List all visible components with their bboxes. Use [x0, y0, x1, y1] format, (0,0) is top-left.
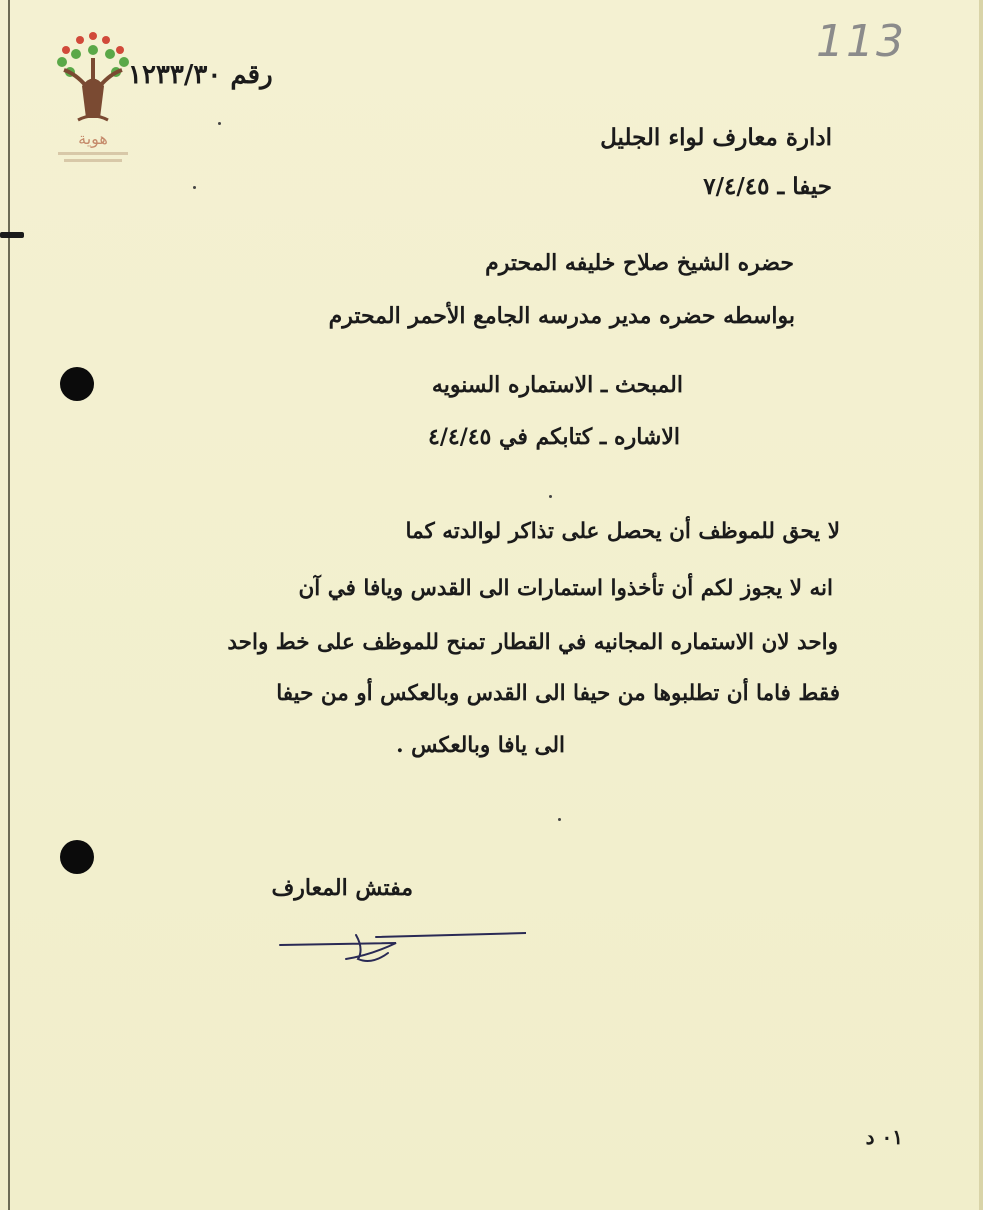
- body-line: الى يافا وبالعكس .: [396, 733, 565, 758]
- department-name: ادارة معارف لواء الجليل: [600, 124, 832, 151]
- reference-number: رقم ١٢٣٣/٣٠: [128, 60, 273, 90]
- body-line: لا يحق للموظف أن يحصل على تذاكر لوالدته كما: [405, 519, 840, 544]
- handwritten-signature: [276, 915, 526, 975]
- punch-hole: [60, 367, 94, 401]
- addressee-line-2: بواسطه حضره مدير مدرسه الجامع الأحمر المحترم: [328, 303, 795, 329]
- body-line: واحد لان الاستماره المجانيه في القطار تمنح للموظف على خط واحد: [227, 630, 838, 655]
- paper-speck: [193, 186, 196, 189]
- body-line: فقط فاما أن تطلبوها من حيفا الى القدس وبالعكس أو من حيفا: [276, 681, 840, 706]
- body-line: انه لا يجوز لكم أن تأخذوا استمارات الى القدس ويافا في آن: [298, 576, 833, 601]
- paper-speck: [558, 818, 561, 821]
- page-right-edge: [979, 0, 983, 1210]
- page-left-edge: [0, 0, 10, 1210]
- paper-speck: [218, 122, 221, 125]
- place-date: حيفا ـ ٧/٤/٤٥: [703, 173, 832, 200]
- punch-hole: [60, 840, 94, 874]
- subject-line: المبحث ـ الاستماره السنويه: [431, 372, 683, 398]
- margin-mark: [0, 232, 24, 238]
- signatory-title: مفتش المعارف: [271, 875, 413, 901]
- folio-number: 113: [816, 16, 906, 67]
- paper-speck: [549, 495, 552, 498]
- archive-logo: [52, 26, 134, 176]
- reference-line: الاشاره ـ كتابكم في ٤/٤/٤٥: [428, 424, 680, 450]
- footer-code: ٠١ د: [865, 1125, 903, 1149]
- addressee-line-1: حضره الشيخ صلاح خليفه المحترم: [485, 250, 794, 276]
- svg-text:هوية: هوية: [78, 129, 108, 148]
